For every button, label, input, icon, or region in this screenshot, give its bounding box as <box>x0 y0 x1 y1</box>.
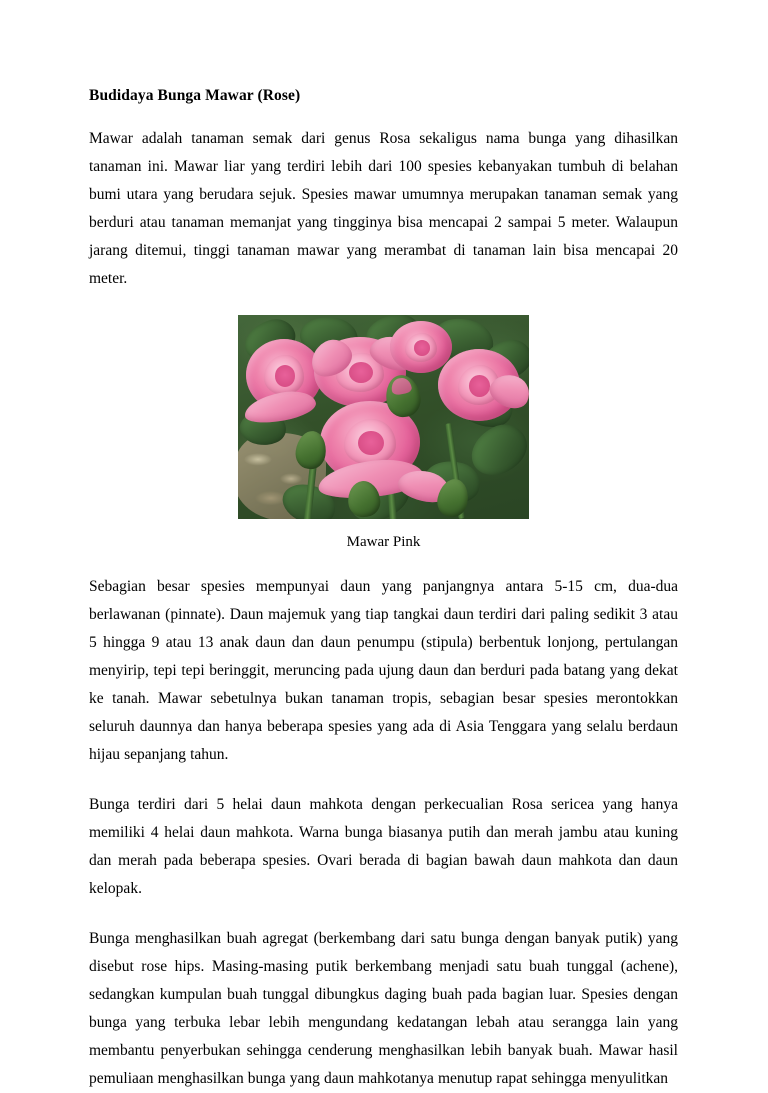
paragraph-3: Bunga terdiri dari 5 helai daun mahkota dengan perkecualian Rosa sericea yang hanya memiliki 4 helai daun mahkota. Warna bunga biasanya putih dan merah jambu atau kuning dan merah pada beberapa spesies. Ovari berada di bagian bawah daun mahkota dan daun kelopak. <box>89 796 678 898</box>
figure-caption: Mawar Pink <box>346 534 421 551</box>
rose-bloom <box>390 321 452 373</box>
paragraph-4: Bunga menghasilkan buah agregat (berkembang dari satu bunga dengan banyak putik) yang disebut rose hips. Masing-masing putik berkembang menjadi satu buah tunggal (achene), sedangkan kumpulan buah tunggal dibungkus daging buah pada bagian luar. Spesies dengan bunga yang terbuka lebar lebih mengundang kedatangan lebah atau serangga lain yang membantu penyerbukan sehingga cenderung menghasilkan lebih banyak buah. Mawar hasil pemuliaan menghasilkan bunga yang daun mahkotanya menutup rapat sehingga menyulitkan <box>89 930 678 1088</box>
figure-mawar-pink <box>89 315 678 553</box>
paragraph-1: Mawar adalah tanaman semak dari genus Rosa sekaligus nama bunga yang dihasilkan tanaman ini. Mawar liar yang terdiri lebih dari 100 spesies kebanyakan tumbuh di belahan bumi utara yang berudara sejuk. Spesies mawar umumnya merupakan tanaman semak yang berduri atau tanaman memanjat yang tingginya bisa mencapai 2 sampai 5 meter. Walaupun jarang ditemui, tinggi tanaman mawar yang merambat di tanaman lain bisa mencapai 20 meter. <box>89 130 678 288</box>
page-title: Budidaya Bunga Mawar (Rose) <box>89 87 301 104</box>
document-body <box>89 84 678 1093</box>
paragraph-2: Sebagian besar spesies mempunyai daun yang panjangnya antara 5-15 cm, dua-dua berlawanan (pinnate). Daun majemuk yang tiap tangkai daun terdiri dari paling sedikit 3 atau 5 hingga 9 atau 13 anak daun dan daun penumpu (stipula) berbentuk lonjong, pertulangan menyirip, tepi tepi beringgit, meruncing pada ujung daun dan berduri pada batang yang dekat ke tanah. Mawar sebetulnya bukan tanaman tropis, sebagian besar spesies merontokkan seluruh daunnya dan hanya beberapa spesies yang ada di Asia Tenggara yang selalu berdaun hijau sepanjang tahun. <box>89 578 678 764</box>
rose-photograph <box>238 315 529 519</box>
